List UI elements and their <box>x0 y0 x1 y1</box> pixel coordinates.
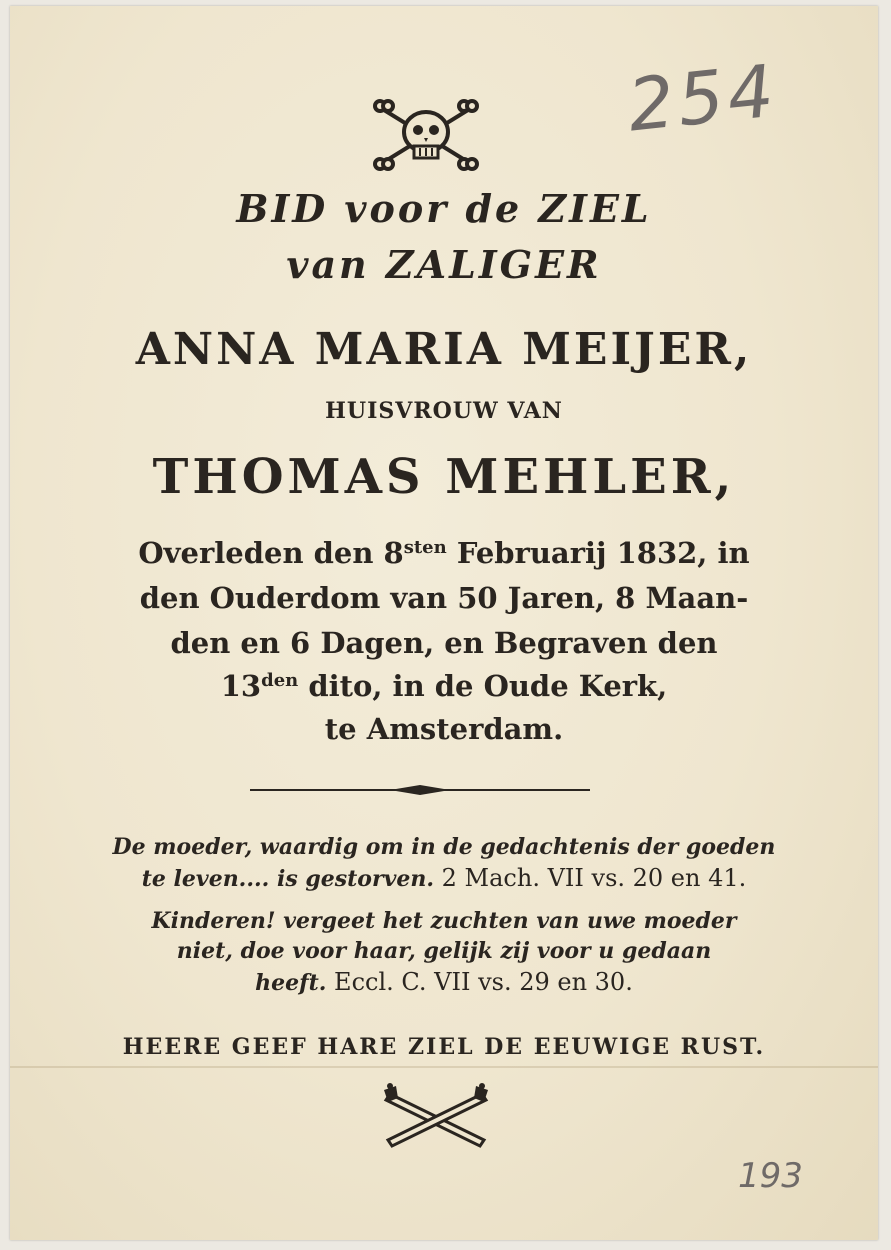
quote-2-line-2: niet, doe voor haar, gelijk zij voor u gedaan <box>176 938 712 964</box>
detail-line-1-end: Februarij 1832, in <box>446 536 750 570</box>
quote-2-line-1: Kinderen! vergeet het zuchten van uwe moeder <box>151 908 737 934</box>
quote-1-line-1: De moeder, waardig om in de gedachtenis der goeden <box>112 834 776 860</box>
paper-fold-line <box>10 1066 878 1068</box>
deceased-name: ANNA MARIA MEIJER, <box>135 324 753 375</box>
heading-line-1: BID voor de ZIEL <box>236 186 652 231</box>
quote-1-line-2-text: te leven.... is gestorven. <box>141 866 435 892</box>
detail-line-4-end: dito, in de Oude Kerk, <box>298 669 668 703</box>
quote-1-reference: 2 Mach. VII vs. 20 en 41. <box>434 864 747 892</box>
detail-line-1-superscript: sten <box>403 537 447 558</box>
spouse-name: THOMAS MEHLER, <box>152 449 736 505</box>
quote-2-line-3-text: heeft. <box>255 970 327 996</box>
detail-line-2: den Ouderdom van 50 Jaren, 8 Maan- <box>139 581 749 615</box>
quote-2-reference: Eccl. C. VII vs. 29 en 30. <box>326 968 633 996</box>
relation-label: HUISVROUW VAN <box>325 398 563 424</box>
skull-and-crossbones-icon <box>370 98 482 172</box>
detail-line-1-start: Overleden den 8 <box>138 536 404 570</box>
detail-line-4-start: 13 <box>220 669 262 703</box>
pencil-number-bottom: 193 <box>738 1156 803 1196</box>
detail-line-4-superscript: den <box>261 670 299 691</box>
pencil-number-top: 254 <box>624 48 782 148</box>
heading-line-2: van ZALIGER <box>286 242 602 287</box>
detail-line-4 <box>10 669 878 703</box>
detail-line-5: te Amsterdam. <box>324 712 564 746</box>
crossed-torches-icon <box>380 1080 492 1150</box>
quote-2-line-3 <box>10 968 878 996</box>
memorial-card <box>10 6 878 1240</box>
closing-prayer: HEERE GEEF HARE ZIEL DE EEUWIGE RUST. <box>122 1034 766 1060</box>
quote-1-line-2 <box>10 864 878 892</box>
detail-line-1 <box>10 536 878 570</box>
ornamental-divider <box>250 782 590 798</box>
detail-line-3: den en 6 Dagen, en Begraven den <box>170 626 718 660</box>
